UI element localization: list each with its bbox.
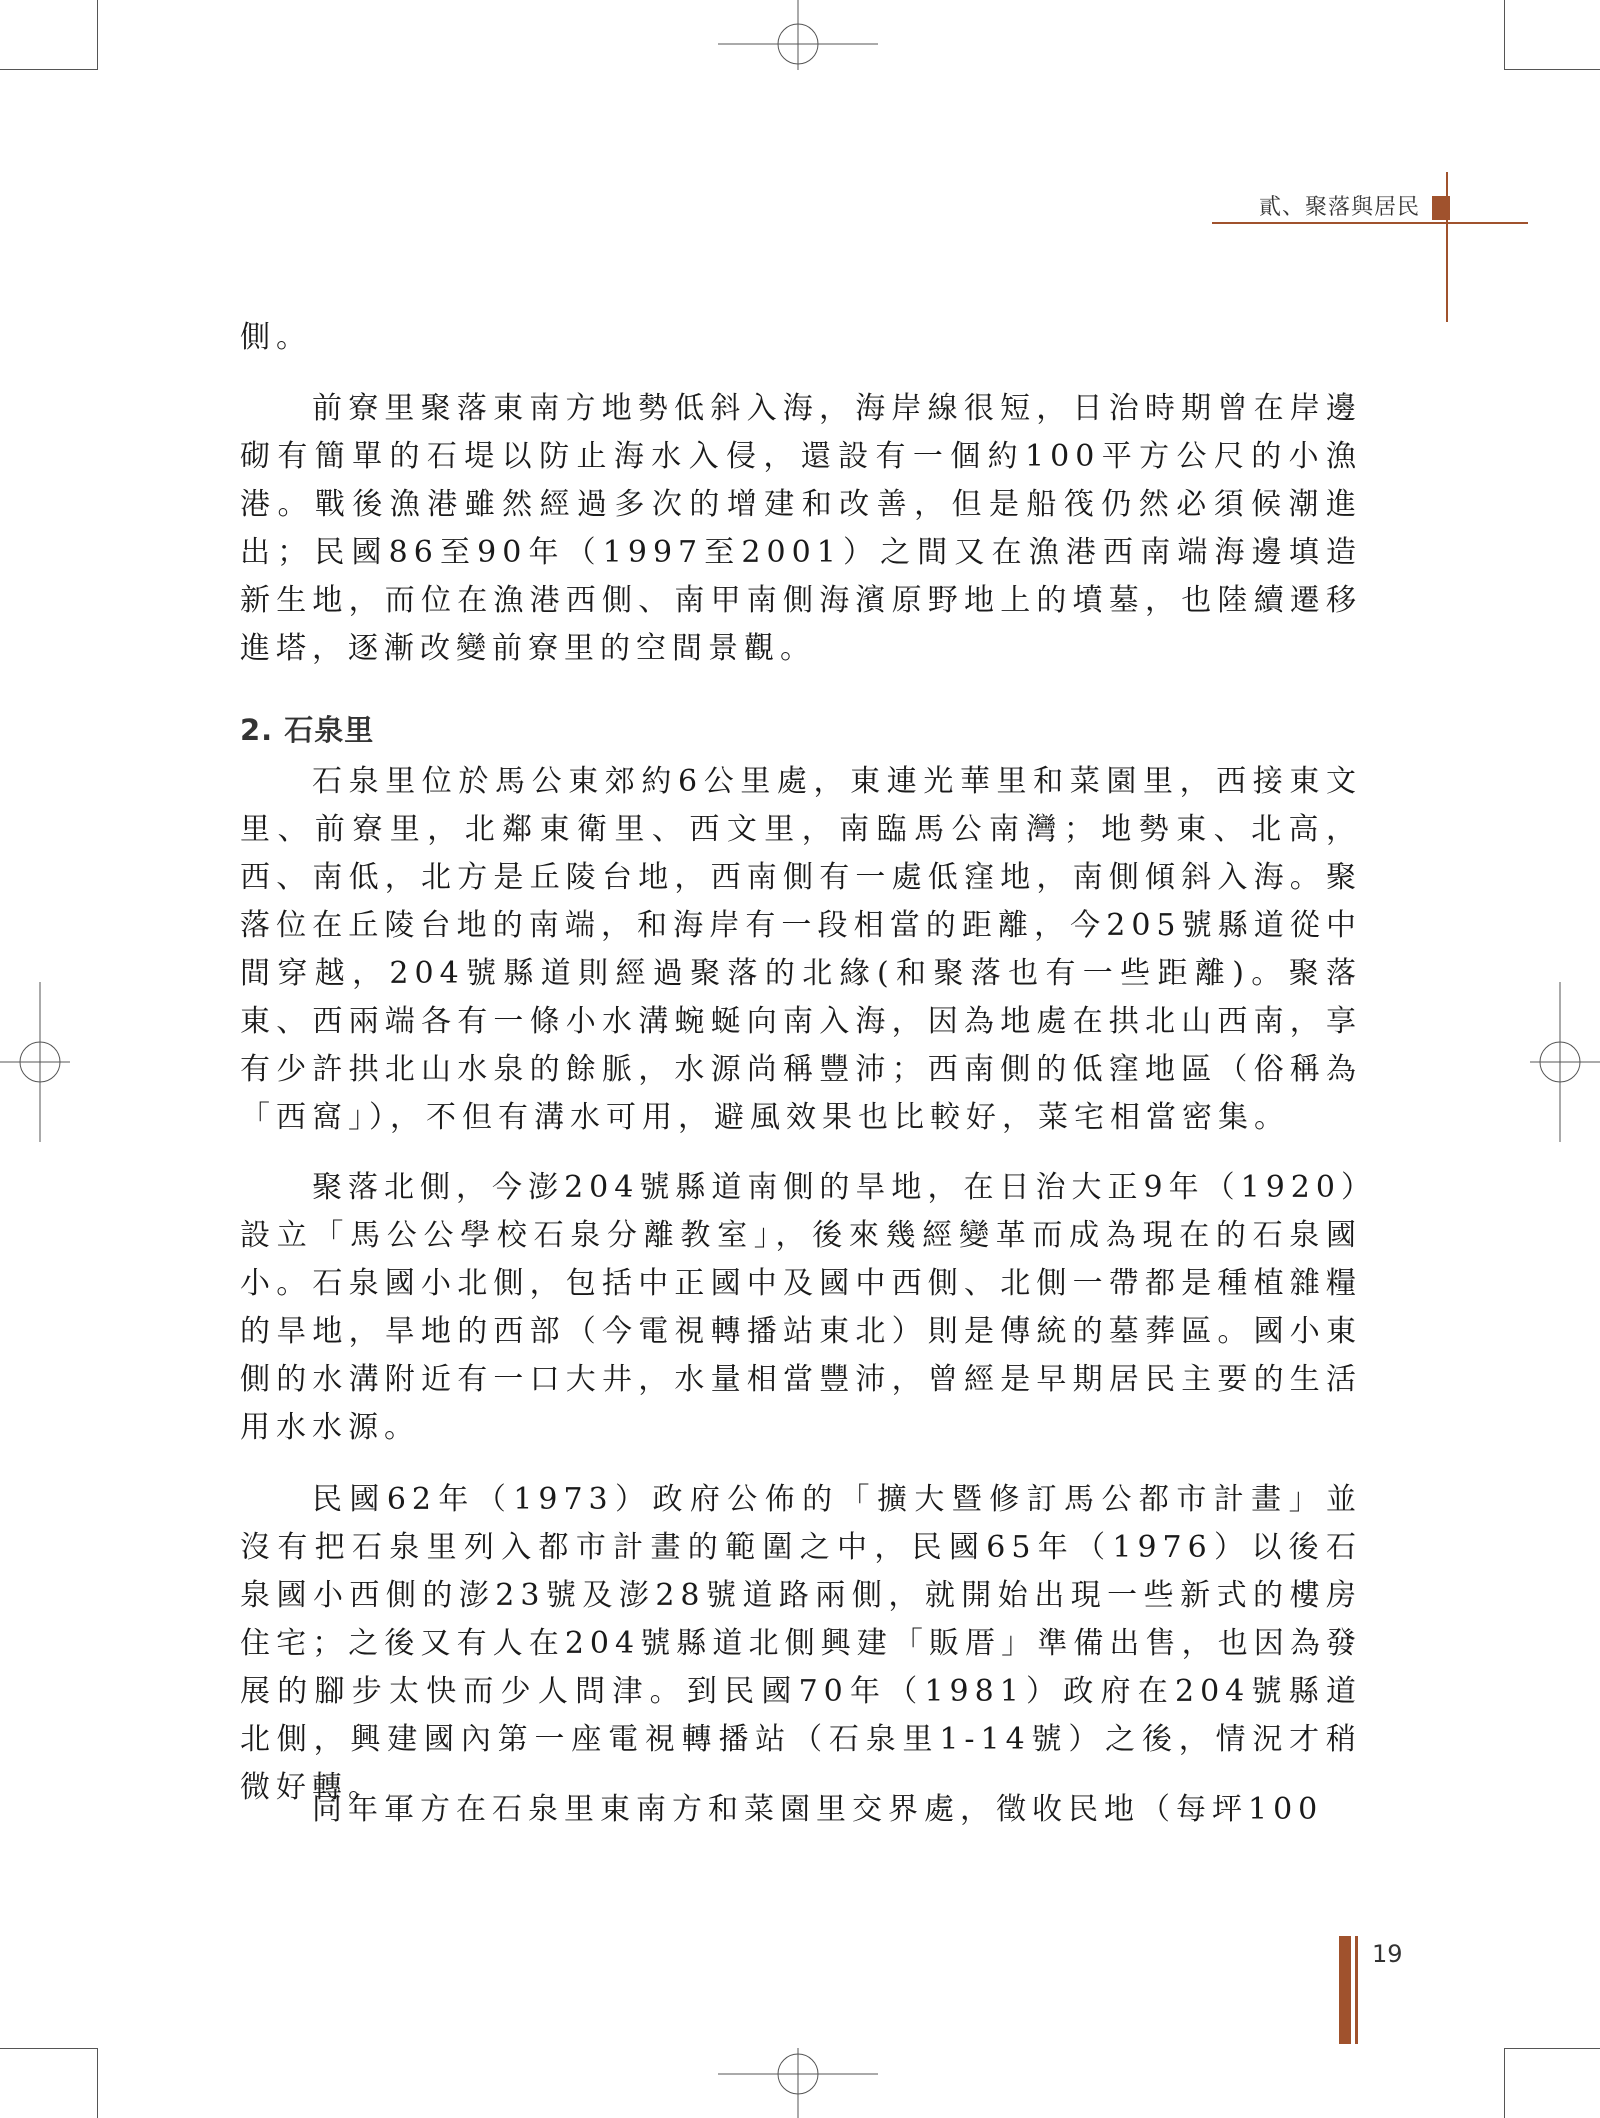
page-number: 19 — [1372, 1940, 1403, 1968]
crop-mark — [0, 2048, 98, 2049]
body-text — [240, 1476, 1362, 1812]
crop-mark — [97, 0, 98, 70]
header-rule — [1212, 222, 1528, 224]
paragraph: 同年軍方在石泉里東南方和菜園里交界處，徵收民地（每坪100 — [312, 1792, 1324, 1827]
paragraph: 民國62年（1973）政府公佈的「擴大暨修訂馬公都市計畫」並沒有把石泉里列入都市計畫的範圍之中，民國65年（1976）以後石泉國小西側的澎23號及澎28號道路兩側，就開始出現一些新式的樓房住宅；之後又有人在204號縣道北側興建「販厝」準備出售，也因為發展的腳步太快而少人問津。到民國70年（1981）政府在204號縣道北側，興建國內第一座電視轉播站（石泉里1-14號）之後，情況才稍微好轉。 — [240, 1482, 1362, 1805]
registration-mark-left — [0, 982, 70, 1142]
crop-mark — [1504, 2048, 1600, 2049]
paragraph: 石泉里位於馬公東郊約6公里處，東連光華里和菜園里，西接東文里、前寮里，北鄰東衛里、西文里，南臨馬公南灣；地勢東、北高，西、南低，北方是丘陵台地，西南側有一處低窪地，南側傾斜入海。聚落位在丘陵台地的南端，和海岸有一段相當的距離，今205號縣道從中間穿越，204號縣道則經過聚落的北緣(和聚落也有一些距離)。聚落東、西兩端各有一條小水溝蜿蜒向南入海，因為地處在拱北山西南，享有少許拱北山水泉的餘脈，水源尚稱豐沛；西南側的低窪地區（俗稱為「西窩」），不但有溝水可用，避風效果也比較好，菜宅相當密集。 — [240, 764, 1362, 1135]
crop-mark — [97, 2048, 98, 2118]
registration-mark-bottom — [718, 2048, 878, 2118]
body-text — [240, 314, 1362, 362]
chapter-title: 貳、聚落與居民 — [1258, 195, 1420, 220]
paragraph: 側。 — [240, 320, 312, 355]
registration-mark-top — [718, 0, 878, 70]
crop-mark — [0, 69, 98, 70]
body-text — [240, 758, 1362, 1142]
registration-mark-right — [1530, 982, 1600, 1142]
paragraph: 前寮里聚落東南方地勢低斜入海，海岸線很短，日治時期曾在岸邊砌有簡單的石堤以防止海水入侵，還設有一個約100平方公尺的小漁港。戰後漁港雖然經過多次的增建和改善，但是船筏仍然必須候潮進出；民國86至90年（1997至2001）之間又在漁港西南端海邊填造新生地，而位在漁港西側、南甲南側海濱原野地上的墳墓，也陸續遷移進塔，逐漸改變前寮里的空間景觀。 — [240, 391, 1362, 666]
body-text — [240, 1164, 1362, 1452]
crop-mark — [1504, 69, 1600, 70]
header-accent-block — [1432, 196, 1450, 220]
body-text — [240, 385, 1362, 673]
page-number-bar-thin — [1355, 1936, 1358, 2044]
crop-mark — [1504, 2048, 1505, 2118]
paragraph: 聚落北側，今澎204號縣道南側的旱地，在日治大正9年（1920）設立「馬公公學校石泉分離教室」，後來幾經變革而成為現在的石泉國小。石泉國小北側，包括中正國中及國中西側、北側一帶都是種植雜糧的旱地，旱地的西部（今電視轉播站東北）則是傳統的墓葬區。國小東側的水溝附近有一口大井，水量相當豐沛，曾經是早期居民主要的生活用水水源。 — [240, 1170, 1362, 1445]
section-heading-wrap — [240, 708, 1362, 749]
section-heading: 2. 石泉里 — [240, 713, 375, 747]
crop-mark — [1504, 0, 1505, 70]
page-number-bar — [1339, 1936, 1351, 2044]
body-text — [240, 1786, 1362, 1834]
header-vertical-rule — [1446, 172, 1448, 322]
